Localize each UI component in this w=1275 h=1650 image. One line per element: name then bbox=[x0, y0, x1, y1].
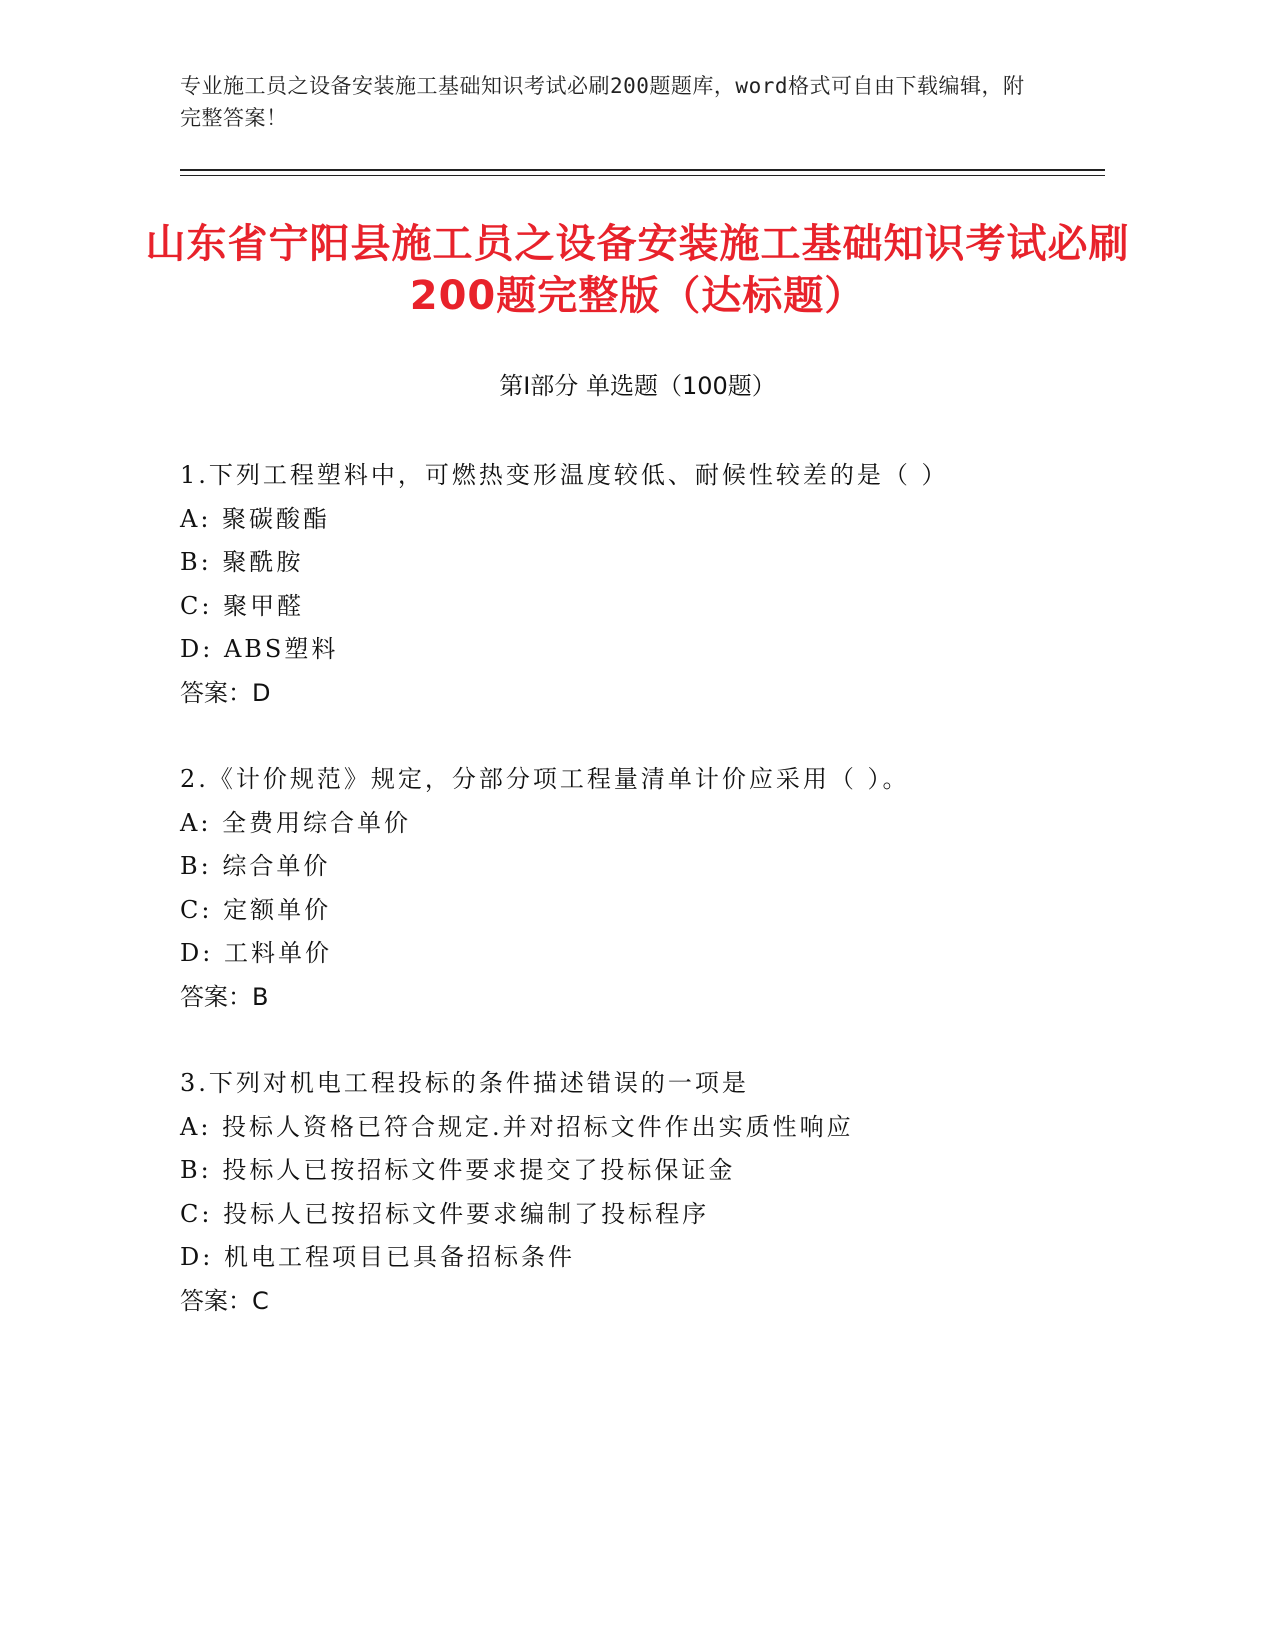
option-a: A: 投标人资格已符合规定.并对招标文件作出实质性响应 bbox=[180, 1112, 854, 1141]
question-text: 3.下列对机电工程投标的条件描述错误的一项是 bbox=[180, 1069, 749, 1097]
option-b: B: 投标人已按招标文件要求提交了投标保证金 bbox=[180, 1156, 736, 1184]
option-a: A: 聚碳酸酯 bbox=[180, 504, 331, 533]
question-text: 2.《计价规范》规定，分部分项工程量清单计价应采用（ ）。 bbox=[180, 765, 910, 793]
question-1 bbox=[180, 454, 1120, 715]
document-title: 山东省宁阳县施工员之设备安装施工基础知识考试必刷200题完整版（达标题） bbox=[145, 221, 1130, 319]
question-2 bbox=[180, 758, 1120, 1019]
option-c: C: 聚甲醛 bbox=[180, 591, 305, 620]
section-heading: 第Ⅰ部分 单选题（100题） bbox=[499, 372, 776, 400]
option-c: C: 投标人已按招标文件要求编制了投标程序 bbox=[180, 1199, 710, 1228]
question-text: 1.下列工程塑料中，可燃热变形温度较低、耐候性较差的是（ ） bbox=[180, 461, 949, 489]
option-b: B: 聚酰胺 bbox=[180, 548, 304, 576]
answer: 答案：C bbox=[180, 1286, 269, 1315]
option-b: B: 综合单价 bbox=[180, 852, 331, 880]
answer: 答案：B bbox=[180, 982, 269, 1011]
header-note: 专业施工员之设备安装施工基础知识考试必刷200题题库，word格式可自由下载编辑，附完整答案！ bbox=[180, 74, 1025, 130]
option-a: A: 全费用综合单价 bbox=[180, 808, 412, 837]
question-3 bbox=[180, 1062, 1120, 1323]
option-d: D: 工料单价 bbox=[180, 939, 332, 967]
header-divider-thin bbox=[180, 175, 1105, 176]
header-divider-thick bbox=[180, 169, 1105, 171]
option-d: D: ABS塑料 bbox=[180, 635, 339, 663]
question-list bbox=[180, 454, 1120, 1366]
option-c: C: 定额单价 bbox=[180, 895, 332, 924]
option-d: D: 机电工程项目已具备招标条件 bbox=[180, 1243, 575, 1271]
answer: 答案：D bbox=[180, 678, 271, 707]
